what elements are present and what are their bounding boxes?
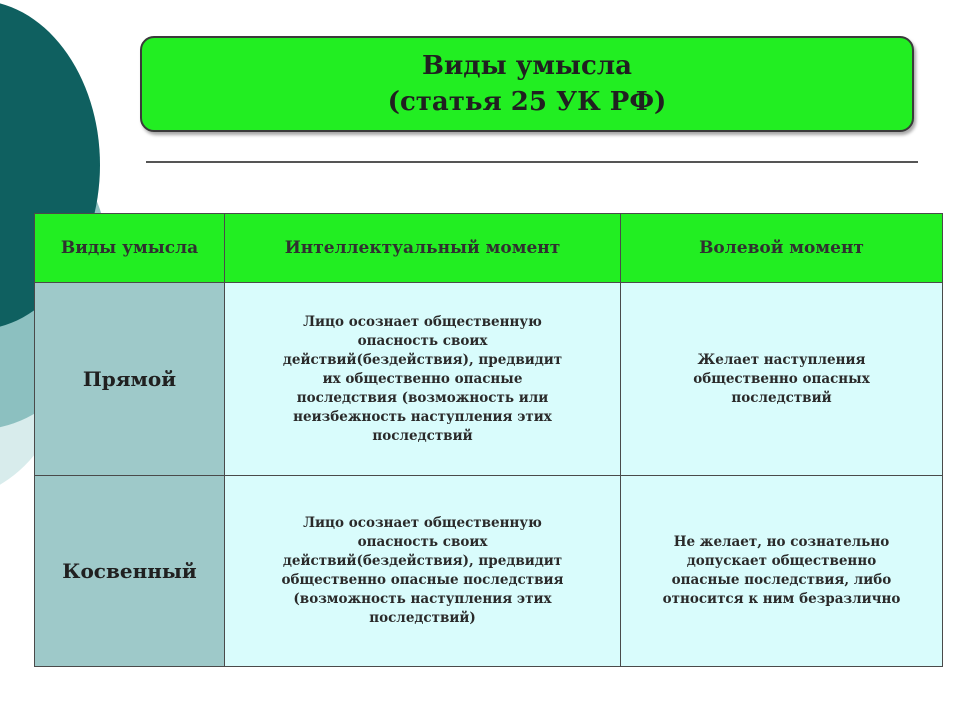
column-header-intent-types: Виды умысла — [35, 214, 225, 283]
column-header-intellectual: Интеллектуальный момент — [225, 214, 621, 283]
cell-intellectual-direct — [225, 283, 621, 476]
table-row — [35, 476, 943, 667]
cell-intellectual-indirect — [225, 476, 621, 667]
table-row — [35, 283, 943, 476]
cell-volitional-indirect — [621, 476, 943, 667]
title-separator-line — [146, 161, 918, 163]
cell-text: Лицо осознает общественную опасность своих действий(бездействия), предвидит общественно опасные последствия (возможность наступления этих последствий) — [281, 515, 564, 626]
row-label-direct: Прямой — [35, 283, 225, 476]
table-header-row — [35, 214, 943, 283]
cell-text: Желает наступления общественно опасных последствий — [693, 351, 870, 406]
cell-text: Лицо осознает общественную опасность своих действий(бездействия), предвидит их общественно опасные последствия (возможность или неизбежность наступления этих последствий — [282, 313, 563, 444]
cell-text: Не желает, но сознательно допускает общественно опасные последствия, либо относится к ним безразлично — [662, 534, 901, 607]
slide-title-box — [140, 36, 914, 132]
column-header-volitional: Волевой момент — [621, 214, 943, 283]
slide-title-line-2: (статья 25 УК РФ) — [387, 87, 667, 117]
intent-types-table — [34, 213, 943, 667]
cell-volitional-direct — [621, 283, 943, 476]
row-label-indirect: Косвенный — [35, 476, 225, 667]
slide-title-line-1: Виды умысла — [421, 51, 632, 81]
